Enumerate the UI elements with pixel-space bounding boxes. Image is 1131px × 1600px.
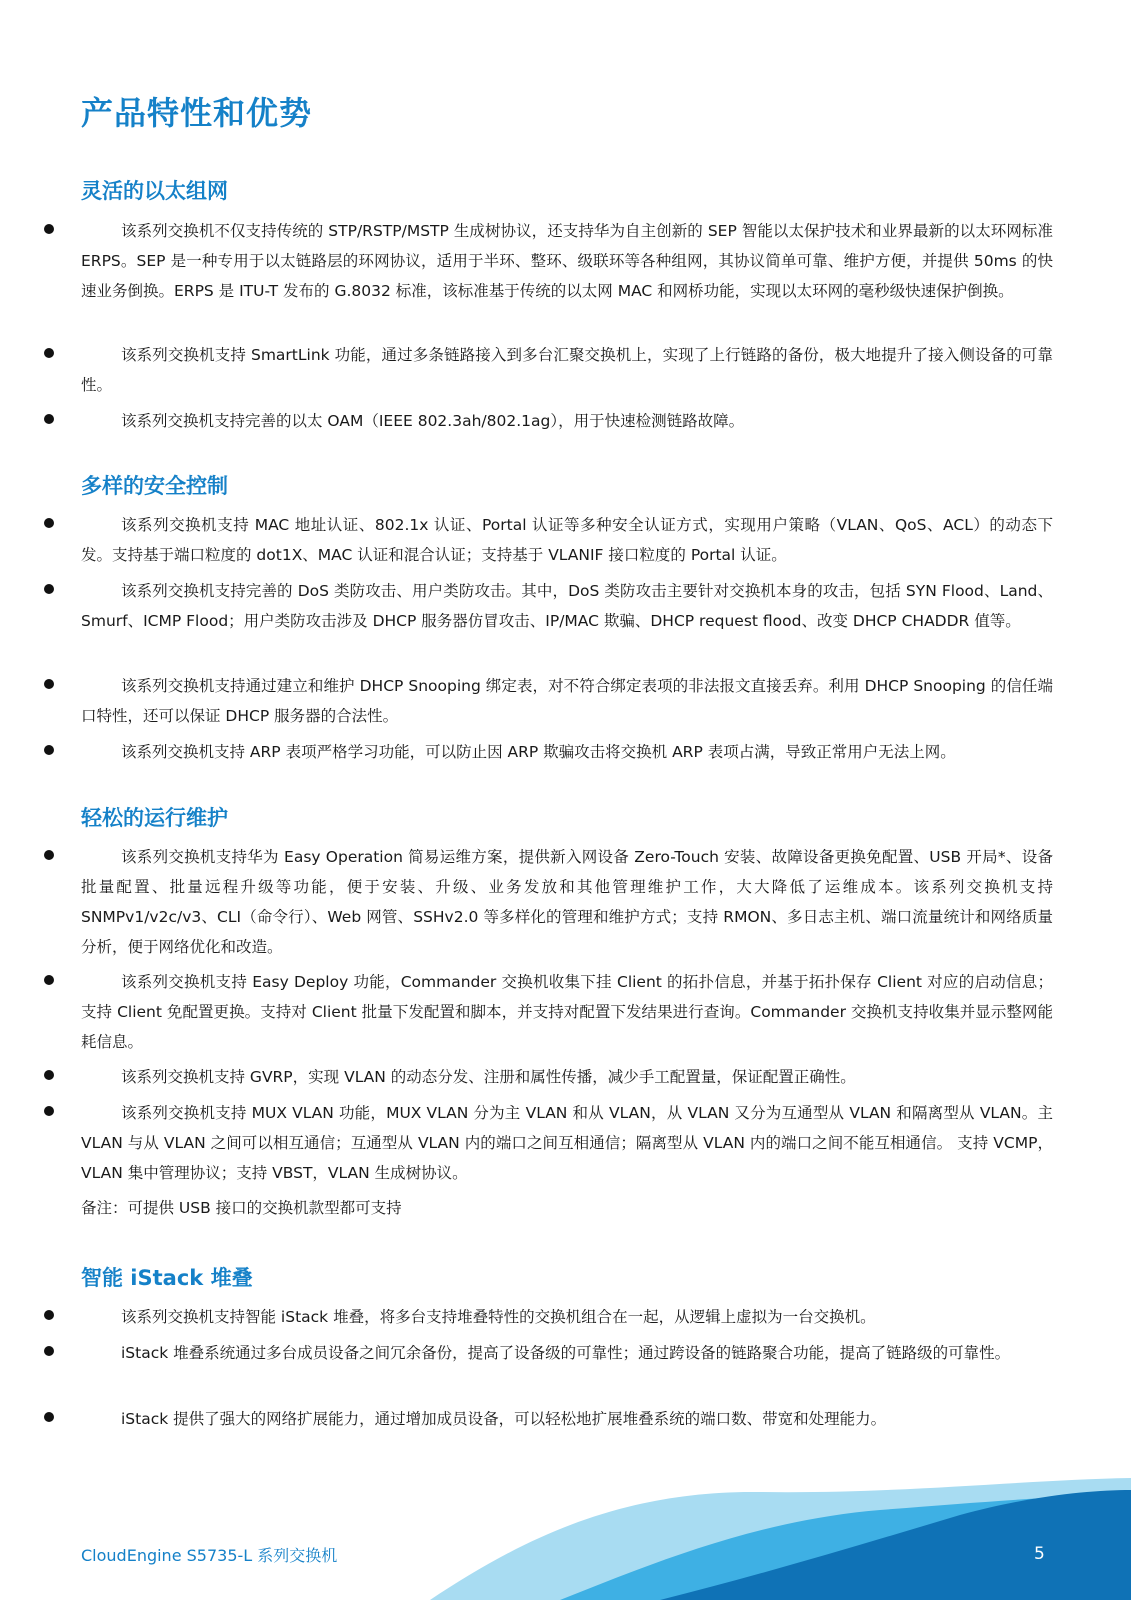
bullet-icon xyxy=(41,340,81,370)
page-title: 产品特性和优势 xyxy=(81,94,313,132)
list-item: 该系列交换机支持 MAC 地址认证、802.1x 认证、Portal 认证等多种安全认证方式，实现用户策略（VLAN、QoS、ACL）的动态下发。支持基于端口粒度的 dot1X、MAC 认证和混合认证；支持基于 VLANIF 接口粒度的 Portal 认证。 xyxy=(81,510,1053,570)
list-item: 该系列交换机支持 GVRP，实现 VLAN 的动态分发、注册和属性传播，减少手工配置量，保证配置正确性。 xyxy=(81,1062,1053,1092)
bullet-icon xyxy=(41,737,81,767)
list-item: 该系列交换机支持华为 Easy Operation 简易运维方案，提供新入网设备 Zero-Touch 安装、故障设备更换免配置、USB 开局*、设备批量配置、批量远程升级等功能，便于安装、升级、业务发放和其他管理维护工作，大大降低了运维成本。该系列交换机支持 SNMPv1/v2c/v3、CLI（命令行）、Web 网管、SSHv2.0 等多样化的管理和维护方式；支持 RMON、多日志主机、端口流量统计和网络质量分析，便于网络优化和改造。 xyxy=(81,842,1053,962)
page-number: 5 xyxy=(1034,1544,1045,1564)
section-title-security: 多样的安全控制 xyxy=(81,474,228,498)
bullet-icon xyxy=(41,576,81,606)
list-item: 该系列交换机不仅支持传统的 STP/RSTP/MSTP 生成树协议，还支持华为自主创新的 SEP 智能以太保护技术和业界最新的以太环网标准 ERPS。SEP 是一种专用于以太链路层的环网协议，适用于半环、整环、级联环等各种组网，其协议简单可靠、维护方便，并提供 50ms 的快速业务倒换。ERPS 是 ITU-T 发布的 G.8032 标准，该标准基于传统的以太网 MAC 和网桥功能，实现以太环网的毫秒级快速保护倒换。 xyxy=(81,216,1053,306)
list-item: iStack 堆叠系统通过多台成员设备之间冗余备份，提高了设备级的可靠性；通过跨设备的链路聚合功能，提高了链路级的可靠性。 xyxy=(81,1338,1053,1368)
footnote: 备注：可提供 USB 接口的交换机款型都可支持 xyxy=(81,1199,402,1217)
bullet-icon xyxy=(41,967,81,997)
list-item: 该系列交换机支持完善的以太 OAM（IEEE 802.3ah/802.1ag），用于快速检测链路故障。 xyxy=(81,406,1053,436)
list-item: 该系列交换机支持完善的 DoS 类防攻击、用户类防攻击。其中，DoS 类防攻击主要针对交换机本身的攻击，包括 SYN Flood、Land、Smurf、ICMP Flood；用户类防攻击涉及 DHCP 服务器仿冒攻击、IP/MAC 欺骗、DHCP request flood、改变 DHCP CHADDR 值等。 xyxy=(81,576,1053,636)
bullet-icon xyxy=(41,671,81,701)
list-item: 该系列交换机支持智能 iStack 堆叠，将多台支持堆叠特性的交换机组合在一起，从逻辑上虚拟为一台交换机。 xyxy=(81,1302,1053,1332)
footer-product-title: CloudEngine S5735-L 系列交换机 xyxy=(81,1546,338,1565)
bullet-icon xyxy=(41,406,81,436)
section-title-maintenance: 轻松的运行维护 xyxy=(81,806,228,830)
bullet-icon xyxy=(41,842,81,872)
bullet-icon xyxy=(41,1302,81,1332)
list-item: 该系列交换机支持 ARP 表项严格学习功能，可以防止因 ARP 欺骗攻击将交换机 ARP 表项占满，导致正常用户无法上网。 xyxy=(81,737,1053,767)
bullet-icon xyxy=(41,1338,81,1368)
bullet-icon xyxy=(41,216,81,246)
section-title-ethernet: 灵活的以太组网 xyxy=(81,179,228,203)
list-item: 该系列交换机支持 Easy Deploy 功能，Commander 交换机收集下挂 Client 的拓扑信息，并基于拓扑保存 Client 对应的启动信息；支持 Client 免配置更换。支持对 Client 批量下发配置和脚本，并支持对配置下发结果进行查询。Commander 交换机支持收集并显示整网能耗信息。 xyxy=(81,967,1053,1057)
bullet-icon xyxy=(41,1098,81,1128)
list-item: 该系列交换机支持 MUX VLAN 功能，MUX VLAN 分为主 VLAN 和从 VLAN，从 VLAN 又分为互通型从 VLAN 和隔离型从 VLAN。主 VLAN 与从 VLAN 之间可以相互通信；互通型从 VLAN 内的端口之间互相通信；隔离型从 VLAN 内的端口之间不能互相通信。 支持 VCMP，VLAN 集中管理协议；支持 VBST，VLAN 生成树协议。 xyxy=(81,1098,1053,1188)
list-item: 该系列交换机支持通过建立和维护 DHCP Snooping 绑定表，对不符合绑定表项的非法报文直接丢弃。利用 DHCP Snooping 的信任端口特性，还可以保证 DHCP 服务器的合法性。 xyxy=(81,671,1053,731)
bullet-icon xyxy=(41,510,81,540)
list-item: 该系列交换机支持 SmartLink 功能，通过多条链路接入到多台汇聚交换机上，实现了上行链路的备份，极大地提升了接入侧设备的可靠性。 xyxy=(81,340,1053,400)
bullet-icon xyxy=(41,1062,81,1092)
bullet-icon xyxy=(41,1404,81,1434)
section-title-istack: 智能 iStack 堆叠 xyxy=(81,1266,253,1290)
list-item: iStack 提供了强大的网络扩展能力，通过增加成员设备，可以轻松地扩展堆叠系统的端口数、带宽和处理能力。 xyxy=(81,1404,1053,1434)
